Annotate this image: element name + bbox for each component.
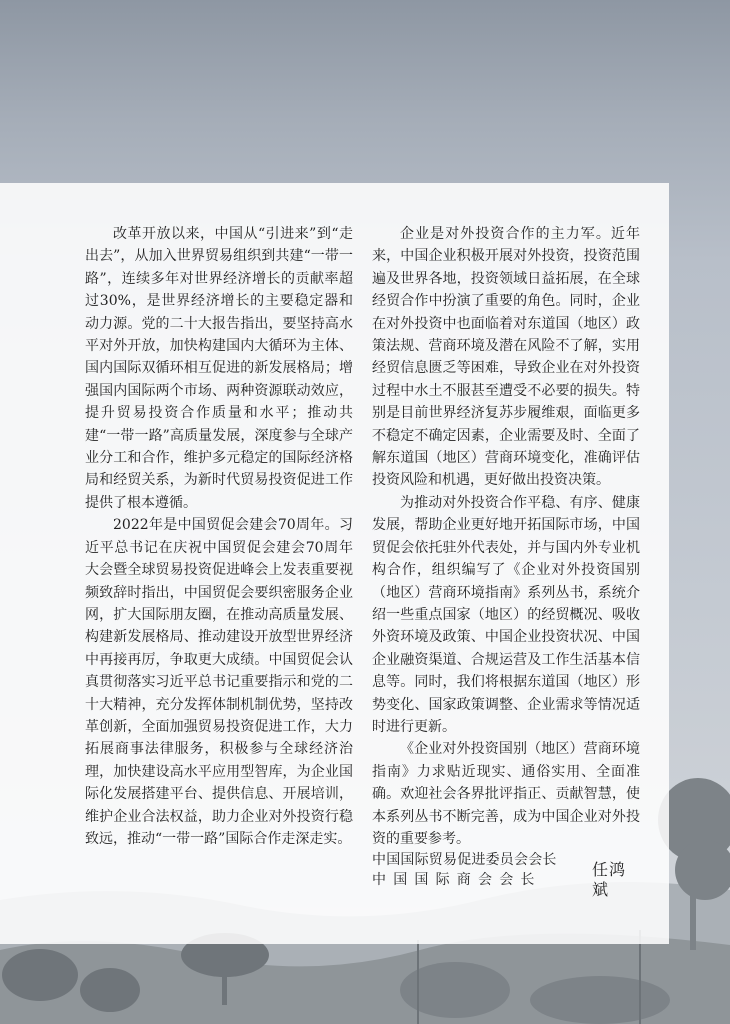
- paragraph: 《企业对外投资国别（地区）营商环境指南》力求贴近现实、通俗实用、全面准确。欢迎社会各界批评指正、贡献智慧，使本系列丛书不断完善，成为中国企业对外投资的重要参考。: [372, 741, 640, 847]
- right-column: [372, 223, 640, 850]
- signature-org-line-2: 中国国际商会会长: [372, 872, 542, 888]
- left-column: [85, 223, 353, 850]
- signature-name: 任鸿斌: [592, 860, 627, 899]
- signature-org-line-1: 中国国际贸易促进委员会会长: [372, 852, 557, 868]
- paragraph: 企业是对外投资合作的主力军。近年来，中国企业积极开展对外投资，投资范围遍及世界各地，投资领域日益拓展，在全球经贸合作中扮演了重要的角色。同时，企业在对外投资中也面临着对东道国（地区）政策法规、营商环境及潜在风险不了解，实用经贸信息匮乏等困难，导致企业在对外投资过程中水土不服甚至遭受不必要的损失。特别是目前世界经济复苏步履维艰，面临更多不稳定不确定因素，企业需要及时、全面了解东道国（地区）营商环境变化，准确评估投资风险和机遇，更好做出投资决策。: [372, 226, 640, 489]
- paragraph: 为推动对外投资合作平稳、有序、健康发展，帮助企业更好地开拓国际市场，中国贸促会依托驻外代表处，并与国内外专业机构合作，组织编写了《企业对外投资国别（地区）营商环境指南》系列丛书，系统介绍一些重点国家（地区）的经贸概况、吸收外资环境及政策、中国企业投资状况、中国企业融资渠道、合规运营及工作生活基本信息等。同时，我们将根据东道国（地区）形势变化、国家政策调整、企业需求等情况适时进行更新。: [372, 494, 640, 735]
- paragraph: 改革开放以来，中国从“引进来”到“走出去”，从加入世界贸易组织到共建“一带一路”，连续多年对世界经济增长的贡献率超过30%，是世界经济增长的主要稳定器和动力源。党的二十大报告指出，要坚持高水平对外开放，加快构建国内大循环为主体、国内国际双循环相互促进的新发展格局；增强国内国际两个市场、两种资源联动效应，提升贸易投资合作质量和水平；推动共建“一带一路”高质量发展，深度参与全球产业分工和合作，维护多元稳定的国际经济格局和经贸关系，为新时代贸易投资促进工作提供了根本遵循。: [85, 226, 353, 511]
- paragraph: 2022年是中国贸促会建会70周年。习近平总书记在庆祝中国贸促会建会70周年大会暨全球贸易投资促进峰会上发表重要视频致辞时指出，中国贸促会要织密服务企业网，扩大国际朋友圈，在推动高质量发展、构建新发展格局、推动建设开放型世界经济中再接再厉，争取更大成绩。中国贸促会认真贯彻落实习近平总书记重要指示和党的二十大精神，充分发挥体制机制优势，坚持改革创新，全面加强贸易投资促进工作，大力拓展商事法律服务，积极参与全球经济治理，加快建设高水平应用型智库，为企业国际化发展搭建平台、提供信息、开展培训，维护企业合法权益，助力企业对外投资行稳致远，推动“一带一路”国际合作走深走实。: [85, 517, 353, 847]
